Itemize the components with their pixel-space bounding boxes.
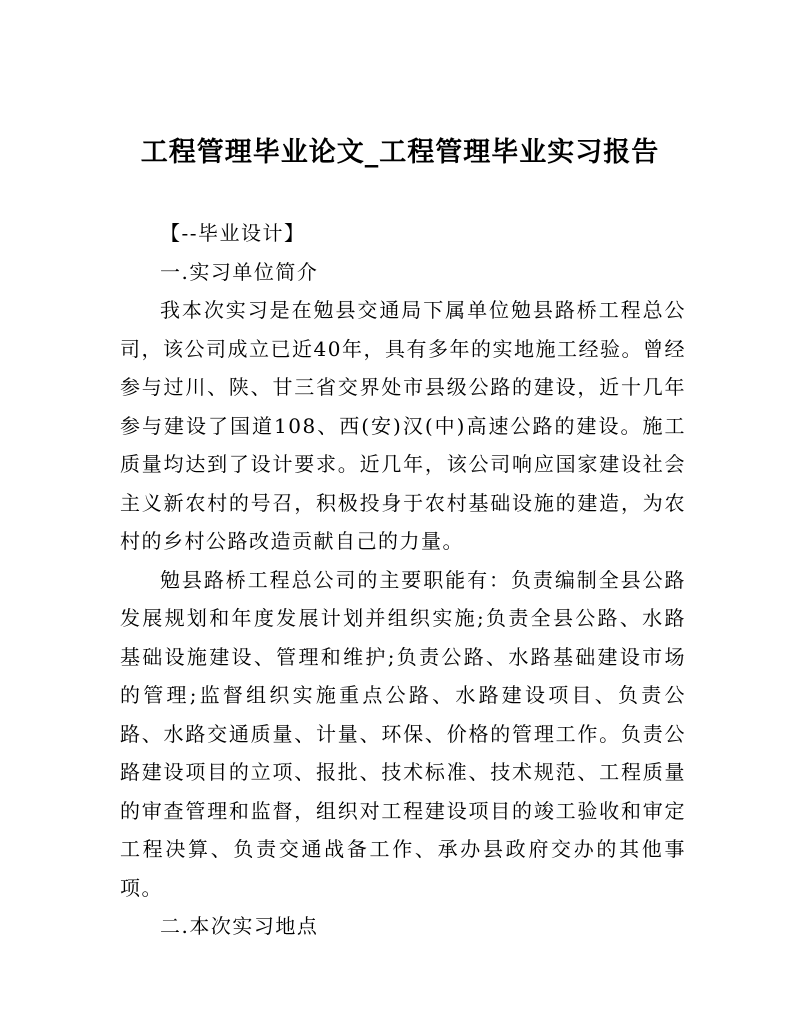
paragraph-company-functions: 勉县路桥工程总公司的主要职能有：负责编制全县公路发展规划和年度发展计划并组织实施;负责全县公路、水路基础设施建设、管理和维护;负责公路、水路基础建设市场的管理;监督组织实施重点公路、水路建设项目、负责公路、水路交通质量、计量、环保、价格的管理工作。负责公路建设项目的立项、报批、技术标准、技术规范、工程质量的审查管理和监督，组织对工程建设项目的竣工验收和审定工程决算、负责交通战备工作、承办县政府交办的其他事项。 xyxy=(120,567,686,900)
paragraph-company-intro: 我本次实习是在勉县交通局下属单位勉县路桥工程总公司，该公司成立已近40年，具有多年的实地施工经验。曾经参与过川、陕、甘三省交界处市县级公路的建设，近十几年参与建设了国道108、西(安)汉(中)高速公路的建设。施工质量均达到了设计要求。近几年，该公司响应国家建设社会主义新农村的号召，积极投身于农村基础设施的建造，为农村的乡村公路改造贡献自己的力量。 xyxy=(120,298,686,553)
section-heading-1: 一.实习单位简介 xyxy=(160,259,319,284)
document-body xyxy=(120,214,686,946)
category-tag: 【--毕业设计】 xyxy=(160,221,306,245)
document-title: 工程管理毕业论文_工程管理毕业实习报告 xyxy=(140,137,660,168)
section-heading-2: 二.本次实习地点 xyxy=(160,914,319,938)
